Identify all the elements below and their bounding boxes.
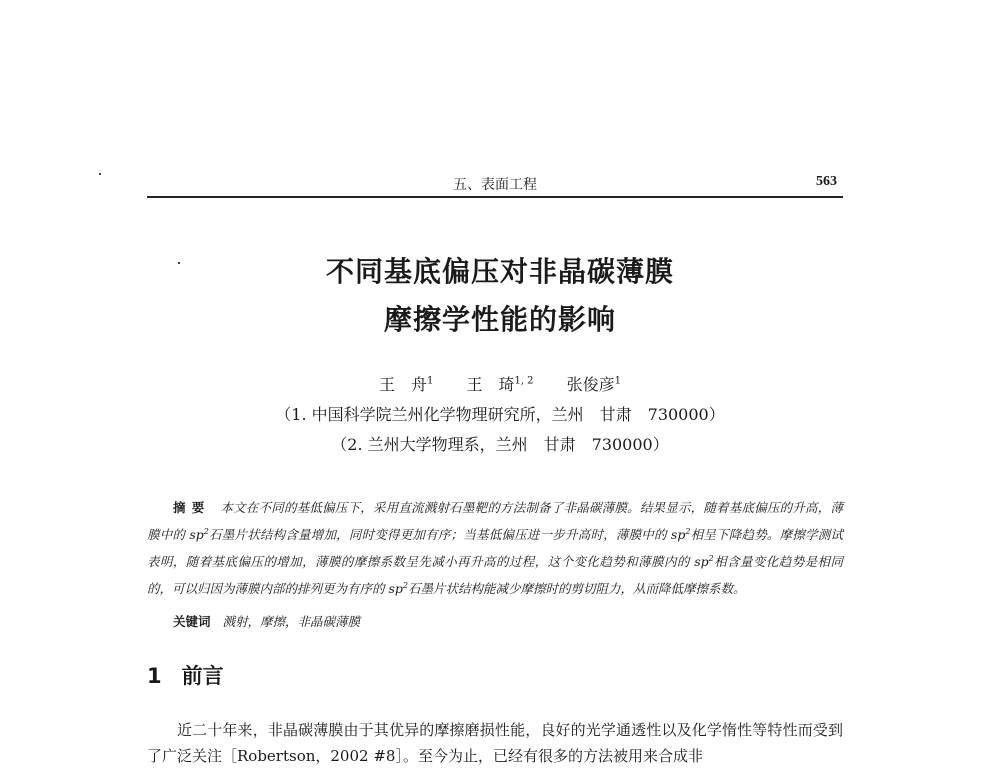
section-heading (147, 660, 224, 690)
header-section-name: 五、表面工程 (453, 177, 537, 193)
keywords (173, 612, 360, 630)
page-number: 563 (816, 174, 837, 189)
abstract-text: 石墨片状结构含量增加，同时变得更加有序；当基低偏压进一步升高时，薄膜中的 sp (208, 527, 686, 543)
abstract-text: 石墨片状结构能减少摩擦时的剪切阻力，从而降低摩擦系数。 (408, 581, 746, 597)
abstract-text: 相呈下降趋势。摩擦学测试表明，随着基底偏压的增加，薄膜的摩擦系数呈先减小再升高的过程，这个变化趋势和薄膜内的 sp (147, 527, 843, 570)
abstract-text: 相含量变化趋势是相同的，可以归因为薄膜内部的排列更为有序的 sp (147, 554, 843, 597)
paper-title-line2: 摩擦学性能的影响 (383, 303, 616, 336)
section-title: 前言 (181, 664, 224, 688)
paper-title-line1: 不同基底偏压对非晶碳薄膜 (325, 255, 674, 288)
abstract: 摘要 本文在不同的基低偏压下，采用直流溅射石墨靶的方法制备了非晶碳薄膜。结果显示，随着基底偏压的升高，薄膜中的 $sp^2$石墨片状结构含量增加，同时变得更加有序；当基低偏压进一步升高时，薄膜中的 $sp^2$相呈下降趋势。摩擦学测试表明，随着基底偏压的增加，薄膜的摩擦系数呈先减小再升高的过程，这个变化趋势和薄膜内的 $sp^2$相含量变化趋势是相同的，可以归因为薄膜内部的排列更为有序的 $sp^2$石墨片状结构能减少摩擦时的剪切阻力，从而降低摩擦系数。 (147, 500, 843, 597)
intro-paragraph: 近二十年来，非晶碳薄膜由于其优异的摩擦磨损性能，良好的光学通透性以及化学惰性等特性而受到了广泛关注［Robertson，2002 #8］。至今为止，已经有很多的方法被用来合成非 (147, 721, 843, 765)
author-list (0, 372, 1000, 395)
author: 王 琦$^{1, 2}$ (466, 375, 534, 394)
keywords-text: 溅射，摩擦，非晶碳薄膜 (222, 614, 361, 629)
running-header (147, 174, 843, 196)
affiliation-2: （2. 兰州大学物理系，兰州 甘肃 730000） (331, 435, 669, 454)
scan-speck (99, 173, 101, 175)
keywords-label: 关键词 (173, 614, 211, 629)
author: 王 舟$^1$ (378, 375, 434, 394)
section-number: 1 (147, 664, 162, 688)
abstract-label: 摘要 (173, 500, 211, 515)
header-rule (147, 196, 843, 198)
affiliation-1: （1. 中国科学院兰州化学物理研究所，兰州 甘肃 730000） (275, 405, 725, 424)
author: 张俊彦$^1$ (566, 375, 622, 394)
abstract-text: 本文在不同的基低偏压下，采用直流溅射石墨靶的方法制备了非晶碳薄膜。结果显示，随着基底偏压的升高，薄膜中的 sp (147, 500, 843, 543)
